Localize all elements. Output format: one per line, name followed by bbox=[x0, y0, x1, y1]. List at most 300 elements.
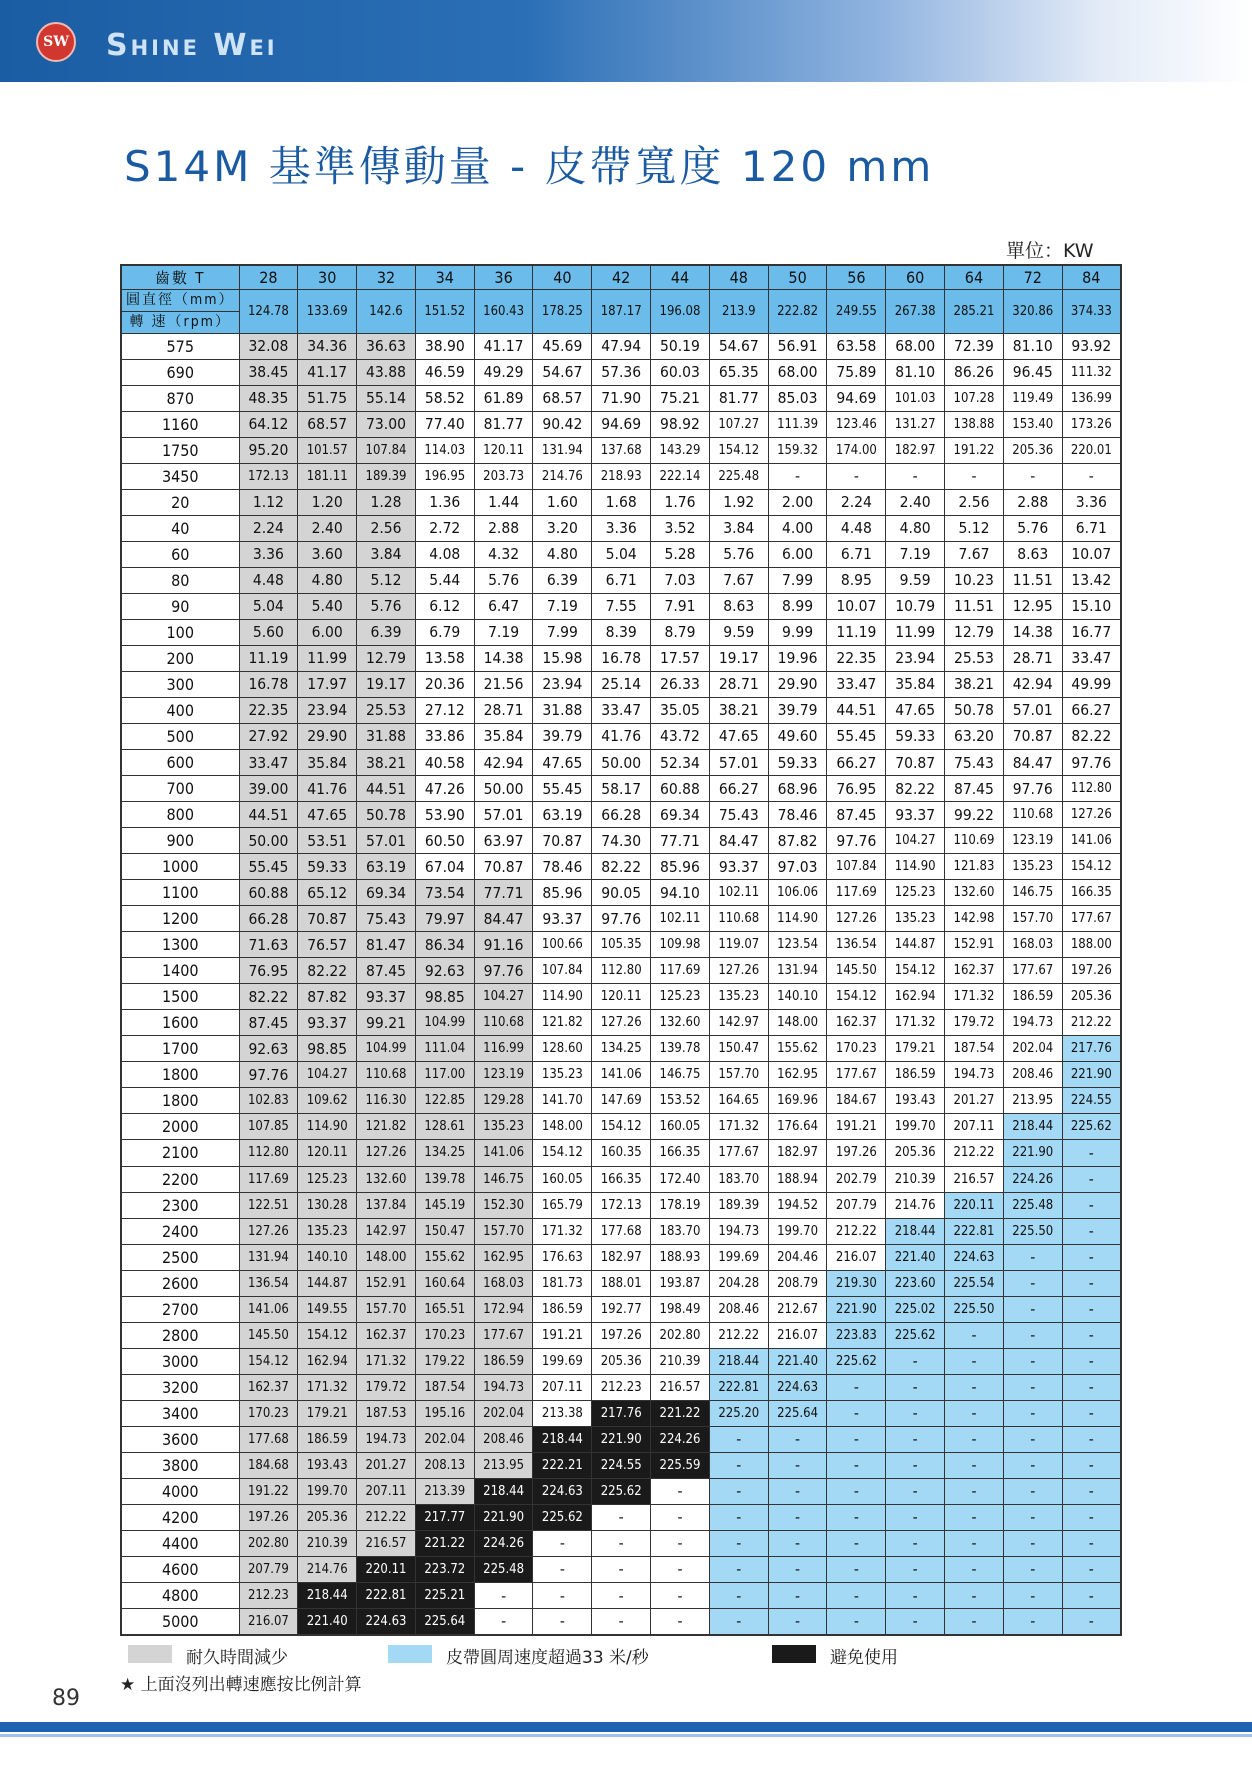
value-cell: 58.52 bbox=[415, 385, 474, 411]
value-cell: 31.88 bbox=[533, 697, 592, 723]
value-cell: 84.47 bbox=[474, 906, 533, 932]
value-cell: 213.95 bbox=[1003, 1088, 1062, 1114]
value-cell: 120.11 bbox=[592, 984, 651, 1010]
value-cell: 19.17 bbox=[709, 645, 768, 671]
value-cell: 179.72 bbox=[357, 1374, 416, 1400]
value-cell: 35.84 bbox=[298, 750, 357, 776]
value-cell: 225.20 bbox=[709, 1400, 768, 1426]
value-cell: 199.69 bbox=[709, 1244, 768, 1270]
value-cell: 148.00 bbox=[533, 1114, 592, 1140]
value-cell: - bbox=[1062, 1556, 1121, 1582]
value-cell: 50.00 bbox=[474, 776, 533, 802]
value-cell: 36.63 bbox=[357, 333, 416, 359]
value-cell: 5.76 bbox=[1003, 515, 1062, 541]
value-cell: 49.60 bbox=[768, 723, 827, 749]
diameter-cell: 187.17 bbox=[592, 289, 651, 333]
rpm-label: 轉 速（rpm） bbox=[129, 313, 231, 330]
value-cell: 99.22 bbox=[945, 802, 1004, 828]
value-cell: 109.62 bbox=[298, 1088, 357, 1114]
value-cell: - bbox=[1062, 1426, 1121, 1452]
value-cell: 194.73 bbox=[1003, 1010, 1062, 1036]
value-cell: - bbox=[945, 1348, 1004, 1374]
value-cell: 44.51 bbox=[357, 776, 416, 802]
value-cell: 162.94 bbox=[886, 984, 945, 1010]
value-cell: 14.38 bbox=[474, 645, 533, 671]
value-cell: - bbox=[827, 463, 886, 489]
value-cell: 181.73 bbox=[533, 1270, 592, 1296]
rpm-cell: 400 bbox=[121, 697, 239, 723]
value-cell: 75.43 bbox=[357, 906, 416, 932]
value-cell: 55.14 bbox=[357, 385, 416, 411]
value-cell: 225.21 bbox=[415, 1583, 474, 1609]
value-cell: 187.54 bbox=[415, 1374, 474, 1400]
value-cell: 111.39 bbox=[768, 411, 827, 437]
value-cell: - bbox=[768, 1504, 827, 1530]
value-cell: 109.98 bbox=[651, 932, 710, 958]
value-cell: 162.37 bbox=[945, 958, 1004, 984]
value-cell: 1.92 bbox=[709, 489, 768, 515]
value-cell: 23.94 bbox=[533, 671, 592, 697]
value-cell: 224.63 bbox=[945, 1244, 1004, 1270]
value-cell: 141.06 bbox=[592, 1062, 651, 1088]
value-cell: 202.80 bbox=[651, 1322, 710, 1348]
value-cell: 81.10 bbox=[886, 359, 945, 385]
value-cell: 154.12 bbox=[1062, 854, 1121, 880]
value-cell: 2.88 bbox=[1003, 489, 1062, 515]
value-cell: 104.99 bbox=[357, 1036, 416, 1062]
table-row bbox=[121, 333, 1121, 359]
value-cell: 99.21 bbox=[357, 1010, 416, 1036]
value-cell: 23.94 bbox=[298, 697, 357, 723]
value-cell: 93.37 bbox=[709, 854, 768, 880]
value-cell: - bbox=[1003, 1609, 1062, 1635]
rpm-cell: 1700 bbox=[121, 1036, 239, 1062]
legend-label: 耐久時間減少 bbox=[186, 1648, 288, 1668]
value-cell: 214.76 bbox=[298, 1556, 357, 1582]
value-cell: 160.05 bbox=[533, 1166, 592, 1192]
legend-swatch-gray bbox=[128, 1645, 172, 1663]
value-cell: - bbox=[1062, 1218, 1121, 1244]
value-cell: 223.72 bbox=[415, 1556, 474, 1582]
rpm-cell: 900 bbox=[121, 828, 239, 854]
value-cell: 212.23 bbox=[592, 1374, 651, 1400]
value-cell: 75.21 bbox=[651, 385, 710, 411]
value-cell: - bbox=[1062, 1192, 1121, 1218]
value-cell: 135.23 bbox=[886, 906, 945, 932]
value-cell: 5.76 bbox=[357, 593, 416, 619]
value-cell: 7.99 bbox=[768, 567, 827, 593]
diameter-cell: 267.38 bbox=[886, 289, 945, 333]
value-cell: 213.95 bbox=[474, 1452, 533, 1478]
value-cell: 70.87 bbox=[886, 750, 945, 776]
value-cell: 201.27 bbox=[357, 1452, 416, 1478]
value-cell: 75.89 bbox=[827, 359, 886, 385]
value-cell: 5.40 bbox=[298, 593, 357, 619]
value-cell: 66.27 bbox=[709, 776, 768, 802]
teeth-cell: 44 bbox=[651, 265, 710, 289]
diameter-cell: 196.08 bbox=[651, 289, 710, 333]
value-cell: 177.67 bbox=[827, 1062, 886, 1088]
value-cell: 104.27 bbox=[474, 984, 533, 1010]
diameter-cell: 222.82 bbox=[768, 289, 827, 333]
value-cell: 70.87 bbox=[474, 854, 533, 880]
table-row bbox=[121, 958, 1121, 984]
value-cell: 19.96 bbox=[768, 645, 827, 671]
teeth-cell: 28 bbox=[239, 265, 298, 289]
rpm-cell: 1750 bbox=[121, 437, 239, 463]
value-cell: - bbox=[1062, 1140, 1121, 1166]
value-cell: - bbox=[945, 1478, 1004, 1504]
value-cell: 225.62 bbox=[827, 1348, 886, 1374]
teeth-header-row bbox=[121, 265, 1121, 289]
value-cell: 204.46 bbox=[768, 1244, 827, 1270]
value-cell: 2.24 bbox=[239, 515, 298, 541]
value-cell: 213.38 bbox=[533, 1400, 592, 1426]
value-cell: 170.23 bbox=[415, 1322, 474, 1348]
value-cell: - bbox=[1062, 1296, 1121, 1322]
value-cell: - bbox=[1003, 1244, 1062, 1270]
value-cell: 207.11 bbox=[945, 1114, 1004, 1140]
value-cell: 197.26 bbox=[1062, 958, 1121, 984]
value-cell: - bbox=[1062, 1166, 1121, 1192]
value-cell: 86.26 bbox=[945, 359, 1004, 385]
value-cell: 77.40 bbox=[415, 411, 474, 437]
rpm-cell: 1000 bbox=[121, 854, 239, 880]
value-cell: 222.81 bbox=[709, 1374, 768, 1400]
value-cell: 69.34 bbox=[357, 880, 416, 906]
value-cell: 10.07 bbox=[827, 593, 886, 619]
value-cell: 51.75 bbox=[298, 385, 357, 411]
table-row bbox=[121, 567, 1121, 593]
value-cell: 202.04 bbox=[415, 1426, 474, 1452]
value-cell: 44.51 bbox=[239, 802, 298, 828]
value-cell: 127.26 bbox=[239, 1218, 298, 1244]
value-cell: 28.71 bbox=[709, 671, 768, 697]
value-cell: - bbox=[768, 1530, 827, 1556]
value-cell: 50.78 bbox=[357, 802, 416, 828]
value-cell: 194.73 bbox=[474, 1374, 533, 1400]
value-cell: 5.12 bbox=[357, 567, 416, 593]
rpm-cell: 1800 bbox=[121, 1062, 239, 1088]
value-cell: - bbox=[1003, 1583, 1062, 1609]
value-cell: 220.11 bbox=[357, 1556, 416, 1582]
value-cell: 87.45 bbox=[357, 958, 416, 984]
value-cell: 77.71 bbox=[651, 828, 710, 854]
value-cell: 122.51 bbox=[239, 1192, 298, 1218]
value-cell: 224.55 bbox=[1062, 1088, 1121, 1114]
value-cell: 193.43 bbox=[298, 1452, 357, 1478]
value-cell: 210.39 bbox=[651, 1348, 710, 1374]
value-cell: 134.25 bbox=[592, 1036, 651, 1062]
value-cell: 104.99 bbox=[415, 1010, 474, 1036]
table-row bbox=[121, 1400, 1121, 1426]
value-cell: 101.03 bbox=[886, 385, 945, 411]
value-cell: 63.19 bbox=[357, 854, 416, 880]
value-cell: 173.26 bbox=[1062, 411, 1121, 437]
value-cell: 50.00 bbox=[592, 750, 651, 776]
value-cell: - bbox=[1003, 1530, 1062, 1556]
table-row bbox=[121, 1036, 1121, 1062]
value-cell: 77.71 bbox=[474, 880, 533, 906]
value-cell: 71.90 bbox=[592, 385, 651, 411]
value-cell: 128.60 bbox=[533, 1036, 592, 1062]
value-cell: 135.23 bbox=[533, 1062, 592, 1088]
value-cell: 97.76 bbox=[1062, 750, 1121, 776]
rpm-cell: 20 bbox=[121, 489, 239, 515]
diameter-label: 圓直徑（mm） bbox=[122, 290, 239, 312]
value-cell: 3.36 bbox=[239, 541, 298, 567]
value-cell: 38.21 bbox=[709, 697, 768, 723]
value-cell: - bbox=[533, 1583, 592, 1609]
unit-label: 單位：KW bbox=[1006, 240, 1094, 262]
value-cell: 164.65 bbox=[709, 1088, 768, 1114]
value-cell: 68.00 bbox=[768, 359, 827, 385]
value-cell: 204.28 bbox=[709, 1270, 768, 1296]
value-cell: 153.52 bbox=[651, 1088, 710, 1114]
rpm-cell: 4400 bbox=[121, 1530, 239, 1556]
value-cell: 172.13 bbox=[239, 463, 298, 489]
value-cell: - bbox=[768, 1556, 827, 1582]
value-cell: 179.21 bbox=[886, 1036, 945, 1062]
value-cell: - bbox=[945, 1452, 1004, 1478]
value-cell: 93.37 bbox=[298, 1010, 357, 1036]
rpm-cell: 300 bbox=[121, 671, 239, 697]
value-cell: 81.77 bbox=[474, 411, 533, 437]
value-cell: 141.06 bbox=[474, 1140, 533, 1166]
value-cell: 189.39 bbox=[709, 1192, 768, 1218]
value-cell: 107.84 bbox=[827, 854, 886, 880]
value-cell: 152.30 bbox=[474, 1192, 533, 1218]
value-cell: 12.79 bbox=[357, 645, 416, 671]
value-cell: 218.44 bbox=[886, 1218, 945, 1244]
value-cell: 96.45 bbox=[1003, 359, 1062, 385]
value-cell: 25.14 bbox=[592, 671, 651, 697]
rpm-cell: 80 bbox=[121, 567, 239, 593]
value-cell: 116.30 bbox=[357, 1088, 416, 1114]
value-cell: 144.87 bbox=[886, 932, 945, 958]
value-cell: 225.64 bbox=[415, 1609, 474, 1635]
value-cell: 35.84 bbox=[886, 671, 945, 697]
table-row bbox=[121, 880, 1121, 906]
value-cell: - bbox=[592, 1556, 651, 1582]
value-cell: 186.59 bbox=[1003, 984, 1062, 1010]
value-cell: 5.28 bbox=[651, 541, 710, 567]
rpm-cell: 1200 bbox=[121, 906, 239, 932]
value-cell: 102.11 bbox=[709, 880, 768, 906]
value-cell: 222.14 bbox=[651, 463, 710, 489]
value-cell: - bbox=[1003, 1556, 1062, 1582]
value-cell: 150.47 bbox=[709, 1036, 768, 1062]
value-cell: 169.96 bbox=[768, 1088, 827, 1114]
value-cell: 97.76 bbox=[239, 1062, 298, 1088]
value-cell: 168.03 bbox=[1003, 932, 1062, 958]
value-cell: - bbox=[651, 1478, 710, 1504]
value-cell: - bbox=[1003, 1452, 1062, 1478]
table-row bbox=[121, 1609, 1121, 1635]
rpm-cell: 200 bbox=[121, 645, 239, 671]
value-cell: 6.12 bbox=[415, 593, 474, 619]
value-cell: 63.20 bbox=[945, 723, 1004, 749]
value-cell: 94.69 bbox=[592, 411, 651, 437]
value-cell: 199.69 bbox=[533, 1348, 592, 1374]
value-cell: 11.99 bbox=[886, 619, 945, 645]
value-cell: 1.20 bbox=[298, 489, 357, 515]
value-cell: 202.80 bbox=[239, 1530, 298, 1556]
value-cell: 6.47 bbox=[474, 593, 533, 619]
value-cell: 127.26 bbox=[709, 958, 768, 984]
value-cell: 182.97 bbox=[592, 1244, 651, 1270]
value-cell: 114.90 bbox=[533, 984, 592, 1010]
value-cell: 222.81 bbox=[945, 1218, 1004, 1244]
value-cell: 191.21 bbox=[827, 1114, 886, 1140]
value-cell: 6.39 bbox=[533, 567, 592, 593]
value-cell: 182.97 bbox=[768, 1140, 827, 1166]
legend-label: 皮帶圓周速度超過33 米/秒 bbox=[446, 1648, 649, 1668]
value-cell: 60.50 bbox=[415, 828, 474, 854]
value-cell: - bbox=[1062, 1452, 1121, 1478]
value-cell: 102.11 bbox=[651, 906, 710, 932]
value-cell: 68.57 bbox=[298, 411, 357, 437]
value-cell: 46.59 bbox=[415, 359, 474, 385]
value-cell: 9.59 bbox=[886, 567, 945, 593]
value-cell: 47.65 bbox=[298, 802, 357, 828]
footer-bar bbox=[0, 1722, 1252, 1732]
value-cell: 50.19 bbox=[651, 333, 710, 359]
value-cell: 85.96 bbox=[533, 880, 592, 906]
value-cell: - bbox=[768, 1478, 827, 1504]
value-cell: 58.17 bbox=[592, 776, 651, 802]
value-cell: 162.94 bbox=[298, 1348, 357, 1374]
value-cell: 93.92 bbox=[1062, 333, 1121, 359]
legend bbox=[120, 1643, 940, 1668]
value-cell: - bbox=[827, 1609, 886, 1635]
value-cell: 192.77 bbox=[592, 1296, 651, 1322]
value-cell: 111.32 bbox=[1062, 359, 1121, 385]
value-cell: 112.80 bbox=[592, 958, 651, 984]
value-cell: - bbox=[945, 1583, 1004, 1609]
value-cell: - bbox=[1003, 1270, 1062, 1296]
value-cell: 225.59 bbox=[651, 1452, 710, 1478]
value-cell: - bbox=[886, 1374, 945, 1400]
value-cell: 39.79 bbox=[768, 697, 827, 723]
value-cell: 202.79 bbox=[827, 1166, 886, 1192]
value-cell: 60.03 bbox=[651, 359, 710, 385]
value-cell: 155.62 bbox=[768, 1036, 827, 1062]
value-cell: 116.99 bbox=[474, 1036, 533, 1062]
value-cell: 47.65 bbox=[886, 697, 945, 723]
value-cell: 50.78 bbox=[945, 697, 1004, 723]
table-row bbox=[121, 437, 1121, 463]
value-cell: 170.23 bbox=[827, 1036, 886, 1062]
legend-label: 避免使用 bbox=[830, 1648, 898, 1668]
rpm-cell: 100 bbox=[121, 619, 239, 645]
teeth-cell: 32 bbox=[357, 265, 416, 289]
value-cell: 129.28 bbox=[474, 1088, 533, 1114]
value-cell: 10.07 bbox=[1062, 541, 1121, 567]
value-cell: 11.99 bbox=[298, 645, 357, 671]
value-cell: 67.04 bbox=[415, 854, 474, 880]
value-cell: 5.04 bbox=[239, 593, 298, 619]
value-cell: - bbox=[1003, 1348, 1062, 1374]
rpm-cell: 2200 bbox=[121, 1166, 239, 1192]
value-cell: 165.79 bbox=[533, 1192, 592, 1218]
value-cell: 154.12 bbox=[709, 437, 768, 463]
value-cell: - bbox=[592, 1504, 651, 1530]
value-cell: 66.27 bbox=[827, 750, 886, 776]
value-cell: 224.63 bbox=[533, 1478, 592, 1504]
value-cell: 157.70 bbox=[709, 1062, 768, 1088]
value-cell: 212.67 bbox=[768, 1296, 827, 1322]
rpm-cell: 1300 bbox=[121, 932, 239, 958]
value-cell: 6.79 bbox=[415, 619, 474, 645]
table-row bbox=[121, 697, 1121, 723]
table-row bbox=[121, 593, 1121, 619]
value-cell: 224.26 bbox=[1003, 1166, 1062, 1192]
value-cell: - bbox=[709, 1504, 768, 1530]
value-cell: - bbox=[1062, 1583, 1121, 1609]
value-cell: 162.37 bbox=[357, 1322, 416, 1348]
value-cell: 44.51 bbox=[827, 697, 886, 723]
teeth-cell: 36 bbox=[474, 265, 533, 289]
value-cell: 98.85 bbox=[298, 1036, 357, 1062]
value-cell: 42.94 bbox=[474, 750, 533, 776]
value-cell: 7.67 bbox=[709, 567, 768, 593]
value-cell: 2.24 bbox=[827, 489, 886, 515]
value-cell: 154.12 bbox=[239, 1348, 298, 1374]
value-cell: 76.57 bbox=[298, 932, 357, 958]
table-row bbox=[121, 1374, 1121, 1400]
value-cell: 123.46 bbox=[827, 411, 886, 437]
value-cell: 4.32 bbox=[474, 541, 533, 567]
value-cell: 140.10 bbox=[298, 1244, 357, 1270]
value-cell: 1.44 bbox=[474, 489, 533, 515]
value-cell: 205.36 bbox=[1062, 984, 1121, 1010]
value-cell: 57.01 bbox=[357, 828, 416, 854]
value-cell: 42.94 bbox=[1003, 671, 1062, 697]
value-cell: 166.35 bbox=[1062, 880, 1121, 906]
value-cell: 205.36 bbox=[886, 1140, 945, 1166]
value-cell: 162.95 bbox=[474, 1244, 533, 1270]
value-cell: 220.11 bbox=[945, 1192, 1004, 1218]
value-cell: 155.62 bbox=[415, 1244, 474, 1270]
value-cell: 3.36 bbox=[592, 515, 651, 541]
value-cell: 87.82 bbox=[298, 984, 357, 1010]
value-cell: 8.63 bbox=[709, 593, 768, 619]
value-cell: 131.94 bbox=[533, 437, 592, 463]
value-cell: 84.47 bbox=[1003, 750, 1062, 776]
table-row bbox=[121, 802, 1121, 828]
rpm-cell: 575 bbox=[121, 333, 239, 359]
table-row bbox=[121, 1452, 1121, 1478]
value-cell: 135.23 bbox=[709, 984, 768, 1010]
rpm-cell: 4200 bbox=[121, 1504, 239, 1530]
value-cell: 147.69 bbox=[592, 1088, 651, 1114]
rpm-cell: 2500 bbox=[121, 1244, 239, 1270]
value-cell: 90.42 bbox=[533, 411, 592, 437]
value-cell: 68.96 bbox=[768, 776, 827, 802]
value-cell: 135.23 bbox=[298, 1218, 357, 1244]
value-cell: - bbox=[1003, 1478, 1062, 1504]
teeth-cell: 50 bbox=[768, 265, 827, 289]
value-cell: 139.78 bbox=[651, 1036, 710, 1062]
value-cell: 107.27 bbox=[709, 411, 768, 437]
value-cell: 54.67 bbox=[533, 359, 592, 385]
rpm-cell: 1800 bbox=[121, 1088, 239, 1114]
value-cell: 38.90 bbox=[415, 333, 474, 359]
value-cell: - bbox=[533, 1556, 592, 1582]
value-cell: 218.44 bbox=[474, 1478, 533, 1504]
value-cell: 145.50 bbox=[827, 958, 886, 984]
